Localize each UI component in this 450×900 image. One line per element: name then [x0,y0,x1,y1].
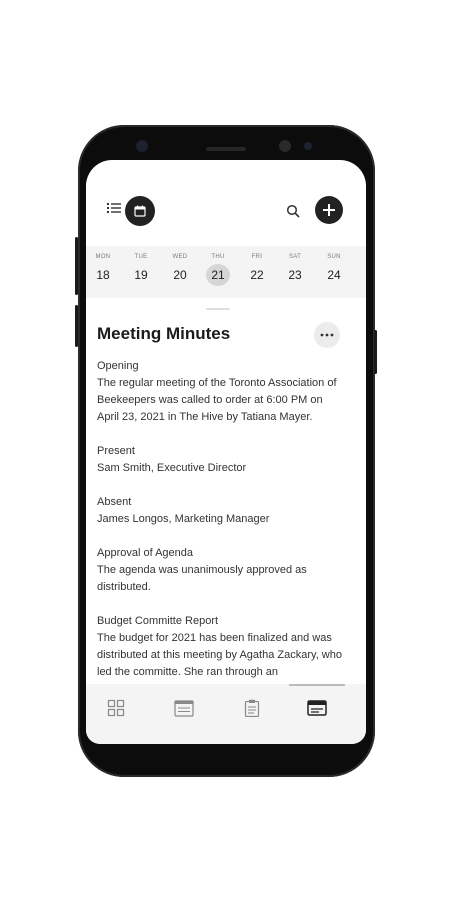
day-sat[interactable] [281,252,309,292]
volume-button [75,237,78,295]
day-date: 19 [134,268,148,282]
section-text: The agenda was unanimously approved as distributed. [97,564,307,593]
note-content [97,322,355,684]
note-body[interactable] [97,358,347,684]
add-button[interactable] [315,196,343,224]
week-strip [86,246,366,298]
day-name: SAT [288,254,302,260]
note-title: Meeting Minutes [97,324,231,343]
day-date: 20 [173,268,187,282]
power-button [374,330,377,374]
section-text: The budget for 2021 has been finalized and was distributed at this meeting by Agatha Zackary, who led the committe. She ran through an [97,632,342,678]
day-date: 24 [327,268,341,282]
day-date: 18 [96,268,110,282]
sensor [279,140,291,152]
bottom-nav [86,684,366,744]
day-name: TUE [134,254,148,260]
day-date: 23 [288,268,302,282]
top-bar [86,160,366,240]
calendar-week-icon[interactable] [174,698,194,718]
section-text: James Longos, Marketing Manager [97,513,270,525]
day-name: WED [172,254,188,260]
day-name: MON [95,254,111,260]
day-date: 21 [206,264,230,286]
section-text: The regular meeting of the Toronto Association of Beekeepers was called to order at 6:00 PM on April 23, 2021 in The Hive by Tatiana Mayer. [97,377,337,423]
active-tab-indicator [289,684,345,686]
iris-sensor [304,142,312,150]
more-options-button[interactable] [314,322,340,348]
section-heading: Approval of Agenda [97,547,194,559]
day-name: SUN [327,254,341,260]
search-icon[interactable] [282,200,304,222]
app-screen [86,160,366,744]
bixby-button [75,305,78,347]
day-name: FRI [251,254,263,260]
day-name: THU [211,254,225,260]
grid-icon[interactable] [106,698,126,718]
day-wed[interactable] [166,252,194,292]
calendar-view-button[interactable] [125,196,155,226]
section-text: Sam Smith, Executive Director [97,462,247,474]
section-heading: Budget Committe Report [97,615,219,627]
day-fri[interactable] [243,252,271,292]
earpiece-speaker [206,147,246,151]
plus-icon [322,203,336,217]
clipboard-icon[interactable] [242,698,262,718]
drag-handle[interactable] [206,308,230,310]
section-heading: Opening [97,360,139,372]
section-heading: Absent [97,496,132,508]
day-sun[interactable] [320,252,348,292]
section-heading: Present [97,445,135,457]
day-thu-selected[interactable] [204,252,232,292]
day-tue[interactable] [127,252,155,292]
calendar-icon [134,205,146,217]
day-mon[interactable] [89,252,117,292]
list-icon[interactable] [106,200,122,216]
more-horizontal-icon [320,333,334,337]
front-camera [136,140,148,152]
day-date: 22 [250,268,264,282]
notes-icon[interactable] [307,698,327,718]
